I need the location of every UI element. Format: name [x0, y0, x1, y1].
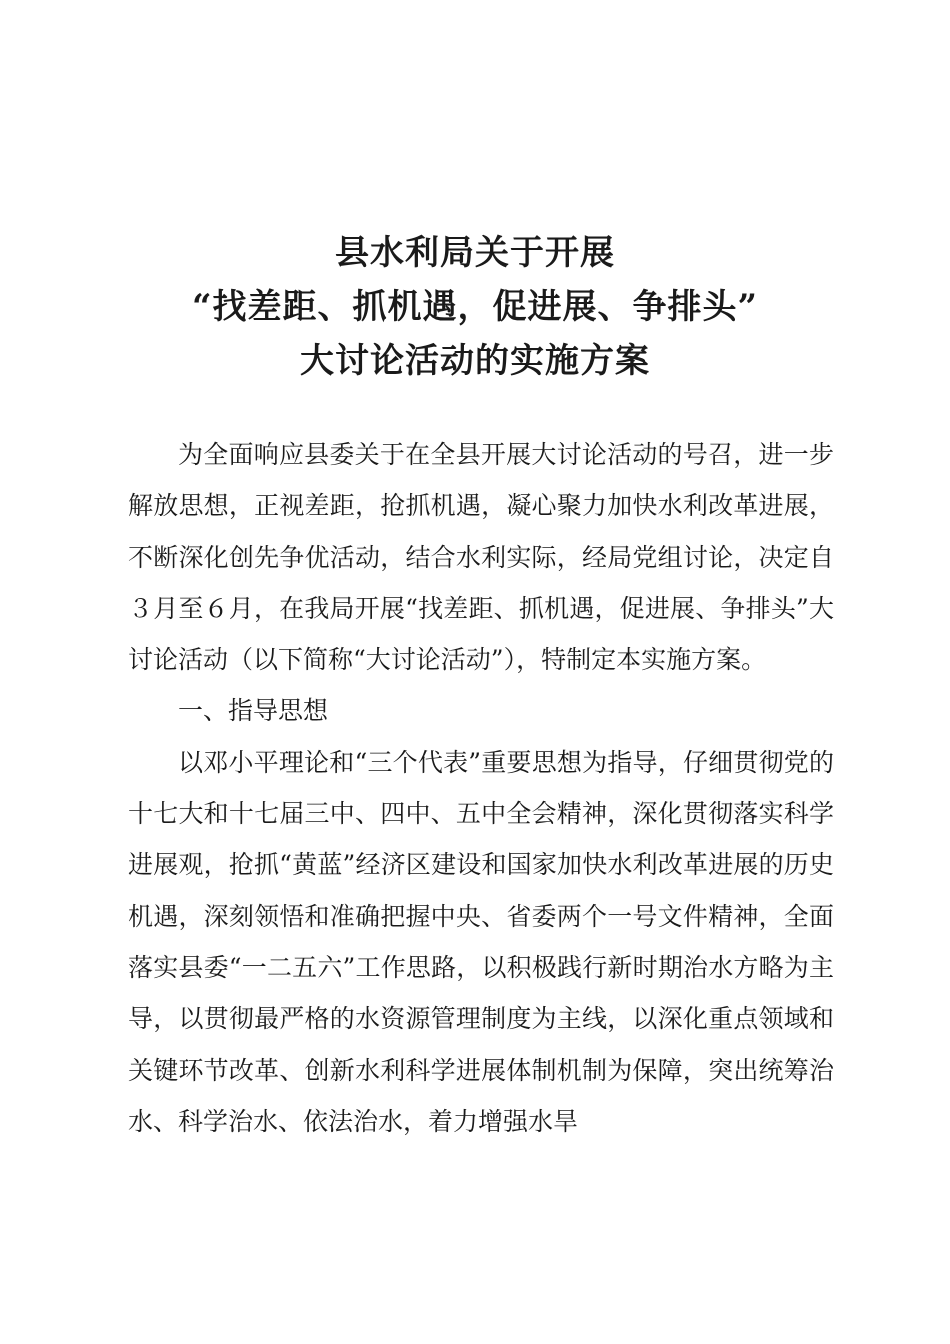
title-line-2: “找差距、抓机遇，促进展、争排头”	[191, 287, 759, 327]
intro-paragraph: 为全面响应县委关于在全县开展大讨论活动的号召，进一步解放思想，正视差距，抢抓机遇，凝心聚力加快水利改革进展，不断深化创先争优活动，结合水利实际，经局党组讨论，决定自３月至６月，在我局开展“找差距、抓机遇，促进展、争排头”大讨论活动（以下简称“大讨论活动”），特制定本实施方案。	[128, 440, 834, 675]
title-line-1: 县水利局关于开展	[335, 233, 615, 273]
title-line-3: 大讨论活动的实施方案	[300, 341, 650, 381]
document-title	[0, 226, 950, 388]
guiding-ideology-paragraph: 以邓小平理论和“三个代表”重要思想为指导，仔细贯彻党的十七大和十七届三中、四中、五中全会精神，深化贯彻落实科学进展观，抢抓“黄蓝”经济区建设和国家加快水利改革进展的历史机遇，深刻领悟和准确把握中央、省委两个一号文件精神，全面落实县委“一二五六”工作思路，以积极践行新时期治水方略为主导，以贯彻最严格的水资源管理制度为主线，以深化重点领域和关键环节改革、创新水利科学进展体制机制为保障，突出统筹治水、科学治水、依法治水，着力增强水旱	[128, 747, 834, 1136]
document-body	[128, 429, 834, 1147]
section-heading-guiding-ideology: 一、指导思想	[178, 696, 329, 726]
